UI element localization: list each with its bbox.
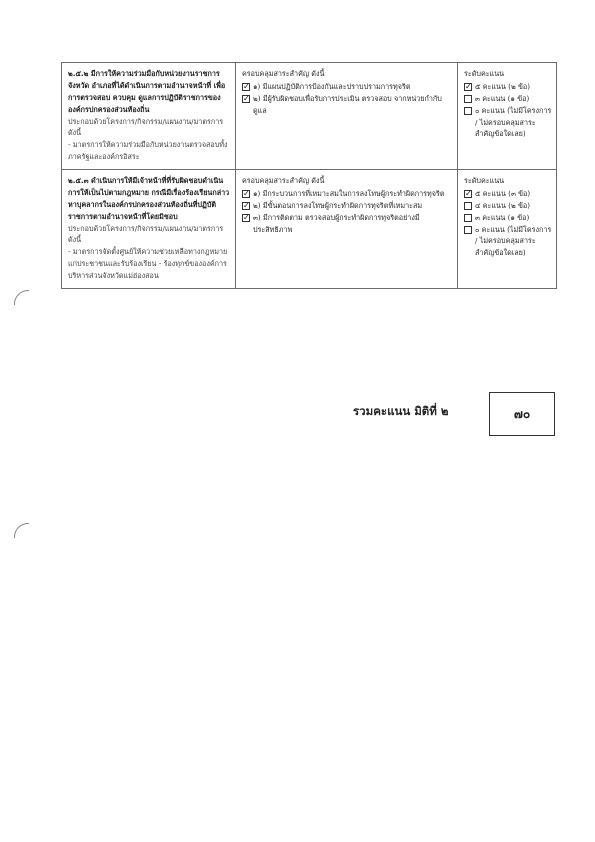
score-heading: ระดับคะแนน <box>464 69 505 78</box>
score-option-text: ๓ คะแนน (๑ ข้อ) <box>475 93 530 103</box>
scope-heading: ครอบคลุมสาระสำคัญ ดังนี้ <box>242 69 325 78</box>
checked-checkbox-icon <box>242 190 250 198</box>
scope-cell <box>236 170 458 289</box>
indicator-title: ๒.๕.๓ ดำเนินการให้มีเจ้าหน้าที่ที่รับผิดชอบดำเนินการให้เป็นไปตามกฎหมาย กรณีมีเรื่องร้องเรียนกล่าวหาบุคลากรในองค์กรปกครองส่วนท้องถิ่นที่ปฏิบัติราชการตามอำนาจหน้าที่โดยมิชอบ <box>68 176 230 221</box>
total-score-box <box>489 392 555 436</box>
score-option-text: ๓ คะแนน (๑ ข้อ) <box>475 212 530 222</box>
score-heading: ระดับคะแนน <box>464 176 505 185</box>
checked-checkbox-icon <box>464 83 472 91</box>
score-option-text: ๕ คะแนน (๓ ข้อ) <box>475 188 531 198</box>
scope-item-text: ๓) มีการติดตาม ตรวจสอบผู้กระทำผิดการทุจริตอย่างมีประสิทธิภาพ <box>253 212 420 234</box>
indicator-cell <box>62 170 236 289</box>
indicator-cell <box>62 63 236 170</box>
checked-checkbox-icon <box>242 83 250 91</box>
scope-item-text: ๑) มีกระบวนการที่เหมาะสมในการลงโทษผู้กระทำผิดการทุจริต <box>253 188 445 198</box>
score-option <box>464 224 552 260</box>
total-score-value: ๗๐ <box>513 406 531 421</box>
unchecked-checkbox-icon <box>464 107 472 115</box>
score-option <box>464 93 552 105</box>
unchecked-checkbox-icon <box>464 214 472 222</box>
checked-checkbox-icon <box>464 190 472 198</box>
scope-item <box>242 93 453 117</box>
score-option-text: ๔ คะแนน (๒ ข้อ) <box>475 200 530 210</box>
score-option <box>464 81 552 93</box>
indicator-components: ประกอบด้วยโครงการ/กิจกรรม/แผนงาน/มาตรการ ดังนี้ <box>68 116 224 138</box>
score-option <box>464 212 552 224</box>
page-edge-mark <box>14 523 29 538</box>
checked-checkbox-icon <box>242 202 250 210</box>
scope-heading: ครอบคลุมสาระสำคัญ ดังนี้ <box>242 176 325 185</box>
checked-checkbox-icon <box>242 214 250 222</box>
score-option <box>464 105 552 141</box>
scope-item-text: ๑) มีแผนปฏิบัติการป้องกันและปราบปรามการทุจริต <box>253 81 411 91</box>
checked-checkbox-icon <box>242 95 250 103</box>
scope-item <box>242 188 453 200</box>
score-option-text: ๕ คะแนน (๒ ข้อ) <box>475 81 530 91</box>
table-row <box>62 170 557 289</box>
score-option <box>464 188 552 200</box>
unchecked-checkbox-icon <box>464 95 472 103</box>
scope-item <box>242 212 453 236</box>
unchecked-checkbox-icon <box>464 226 472 234</box>
score-cell <box>458 170 557 289</box>
assessment-table <box>61 62 557 289</box>
unchecked-checkbox-icon <box>464 202 472 210</box>
score-option <box>464 200 552 212</box>
scope-item <box>242 200 453 212</box>
scope-item-text: ๒) มีขั้นตอนการลงโทษผู้กระทำผิดการทุจริตที่เหมาะสม <box>253 200 423 210</box>
table-row <box>62 63 557 170</box>
indicator-item: - มาตรการให้ความร่วมมือกับหน่วยงานตรวจสอบทั้งภาครัฐและองค์กรอิสระ <box>68 140 228 162</box>
page-edge-mark <box>14 290 29 305</box>
total-score-label: รวมคะแนน มิติที่ ๒ <box>353 404 449 418</box>
indicator-title: ๒.๕.๒ มีการให้ความร่วมมือกับหน่วยงานราชการ จังหวัด อำเภอที่ได้ดำเนินการตามอำนาจหน้าที่ เพื่อการตรวจสอบ ควบคุม ดูแลการปฏิบัติราชการขององค์กรปกครองส่วนท้องถิ่น <box>68 69 226 114</box>
indicator-components: ประกอบด้วยโครงการ/กิจกรรม/แผนงาน/มาตรการ ดังนี้ <box>68 223 224 245</box>
scope-item-text: ๒) มีผู้รับผิดชอบเพื่อรับการประเมิน ตรวจสอบ จากหน่วยกำกับ ดูแล <box>253 93 442 115</box>
scope-item <box>242 81 453 93</box>
score-option-text: ๐ คะแนน (ไม่มีโครงการ / ไม่ครอบคลุมสาระสำคัญข้อใดเลย) <box>475 224 552 258</box>
indicator-item: - มาตรการจัดตั้งศูนย์ให้ความช่วยเหลือทางกฎหมายแก่ประชาชนและรับร้องเรียน - ร้องทุกข์ขององค์การบริหารส่วนจังหวัดแม่ฮ่องสอน <box>68 247 228 280</box>
scope-cell <box>236 63 458 170</box>
score-option-text: ๐ คะแนน (ไม่มีโครงการ / ไม่ครอบคลุมสาระสำคัญข้อใดเลย) <box>475 105 552 139</box>
score-cell <box>458 63 557 170</box>
